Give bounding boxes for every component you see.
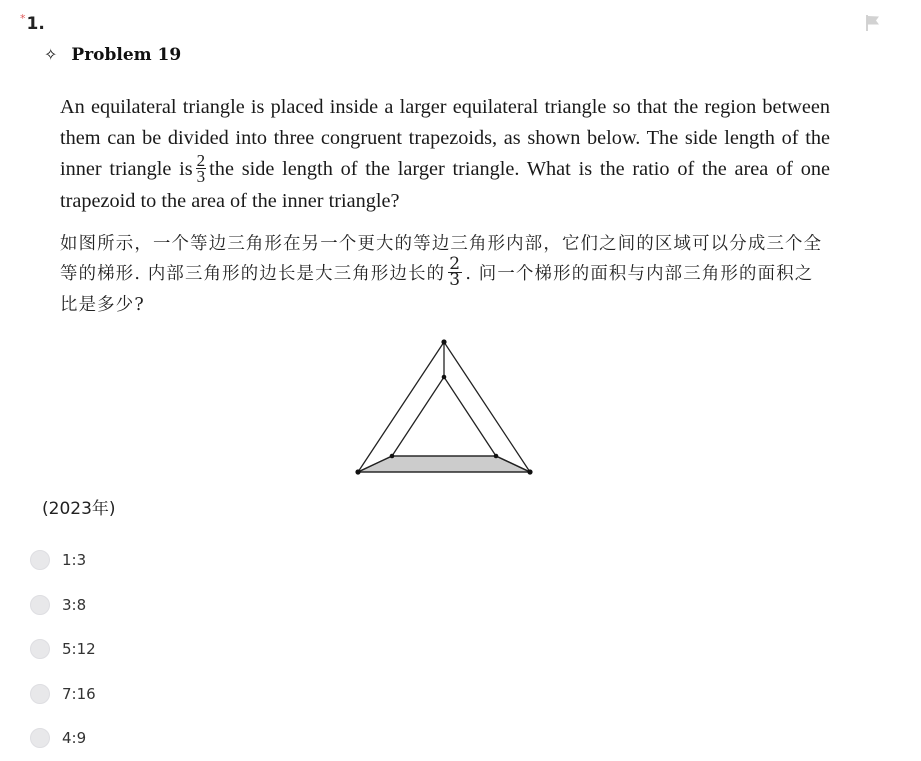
option-label: 4:9 — [62, 729, 87, 748]
problem-text-en-part2: the side length of the larger triangle. What is the ratio of the area of one trapezoid to the area of the inner triangle? — [60, 158, 830, 212]
problem-title — [44, 45, 181, 65]
radio-button[interactable] — [30, 595, 50, 615]
answer-options — [30, 538, 96, 761]
option-label: 5:12 — [62, 640, 96, 659]
problem-text-zh — [60, 229, 830, 320]
problem-text-zh-part2: . 问一个梯形的面积与内部三角形的面积之比是多少? — [60, 264, 814, 315]
fraction-denominator: 3 — [196, 166, 206, 186]
fraction-numerator: 2 — [196, 150, 206, 170]
required-mark: * — [20, 12, 26, 25]
problem-text-en — [60, 92, 830, 217]
option-1[interactable] — [30, 538, 96, 583]
radio-button[interactable] — [30, 639, 50, 659]
option-3[interactable] — [30, 627, 96, 672]
flag-icon[interactable] — [865, 14, 881, 36]
fraction-zh — [448, 254, 462, 290]
option-4[interactable] — [30, 672, 96, 717]
problem-text-en-part1: An equilateral triangle is placed inside a larger equilateral triangle so that the region between them can be divided into three congruent trapezoids, as shown below. The side length of the inner triangle is — [60, 96, 830, 180]
option-2[interactable] — [30, 583, 96, 628]
option-label: 3:8 — [62, 595, 87, 614]
question-number: 1. — [26, 14, 45, 34]
vertex-dot — [355, 469, 360, 474]
option-label: 7:16 — [62, 684, 96, 703]
fraction-denominator: 3 — [449, 270, 462, 290]
vertex-dot — [442, 375, 447, 380]
triangle-diagram — [340, 330, 550, 480]
question-header — [20, 14, 45, 34]
four-point-star-icon: ✧ — [44, 45, 58, 64]
question-year: (2023年) — [42, 499, 116, 519]
fraction-en — [196, 150, 207, 186]
fraction-numerator: 2 — [449, 254, 462, 274]
vertex-dot — [390, 454, 395, 459]
radio-button[interactable] — [30, 684, 50, 704]
vertex-dot — [527, 469, 532, 474]
vertex-dot — [441, 339, 446, 344]
option-label: 1:3 — [62, 551, 87, 570]
vertex-dot — [494, 454, 499, 459]
radio-button[interactable] — [30, 728, 50, 748]
shaded-trapezoid — [358, 456, 530, 472]
problem-text-zh-part1: 如图所示，一个等边三角形在另一个更大的等边三角形内部，它们之间的区域可以分成三个全等的梯形. 内部三角形的边长是大三角形边长的 — [60, 234, 823, 284]
option-5[interactable] — [30, 716, 96, 761]
inner-triangle — [392, 377, 496, 456]
problem-title-text: Problem 19 — [71, 45, 182, 65]
radio-button[interactable] — [30, 550, 50, 570]
